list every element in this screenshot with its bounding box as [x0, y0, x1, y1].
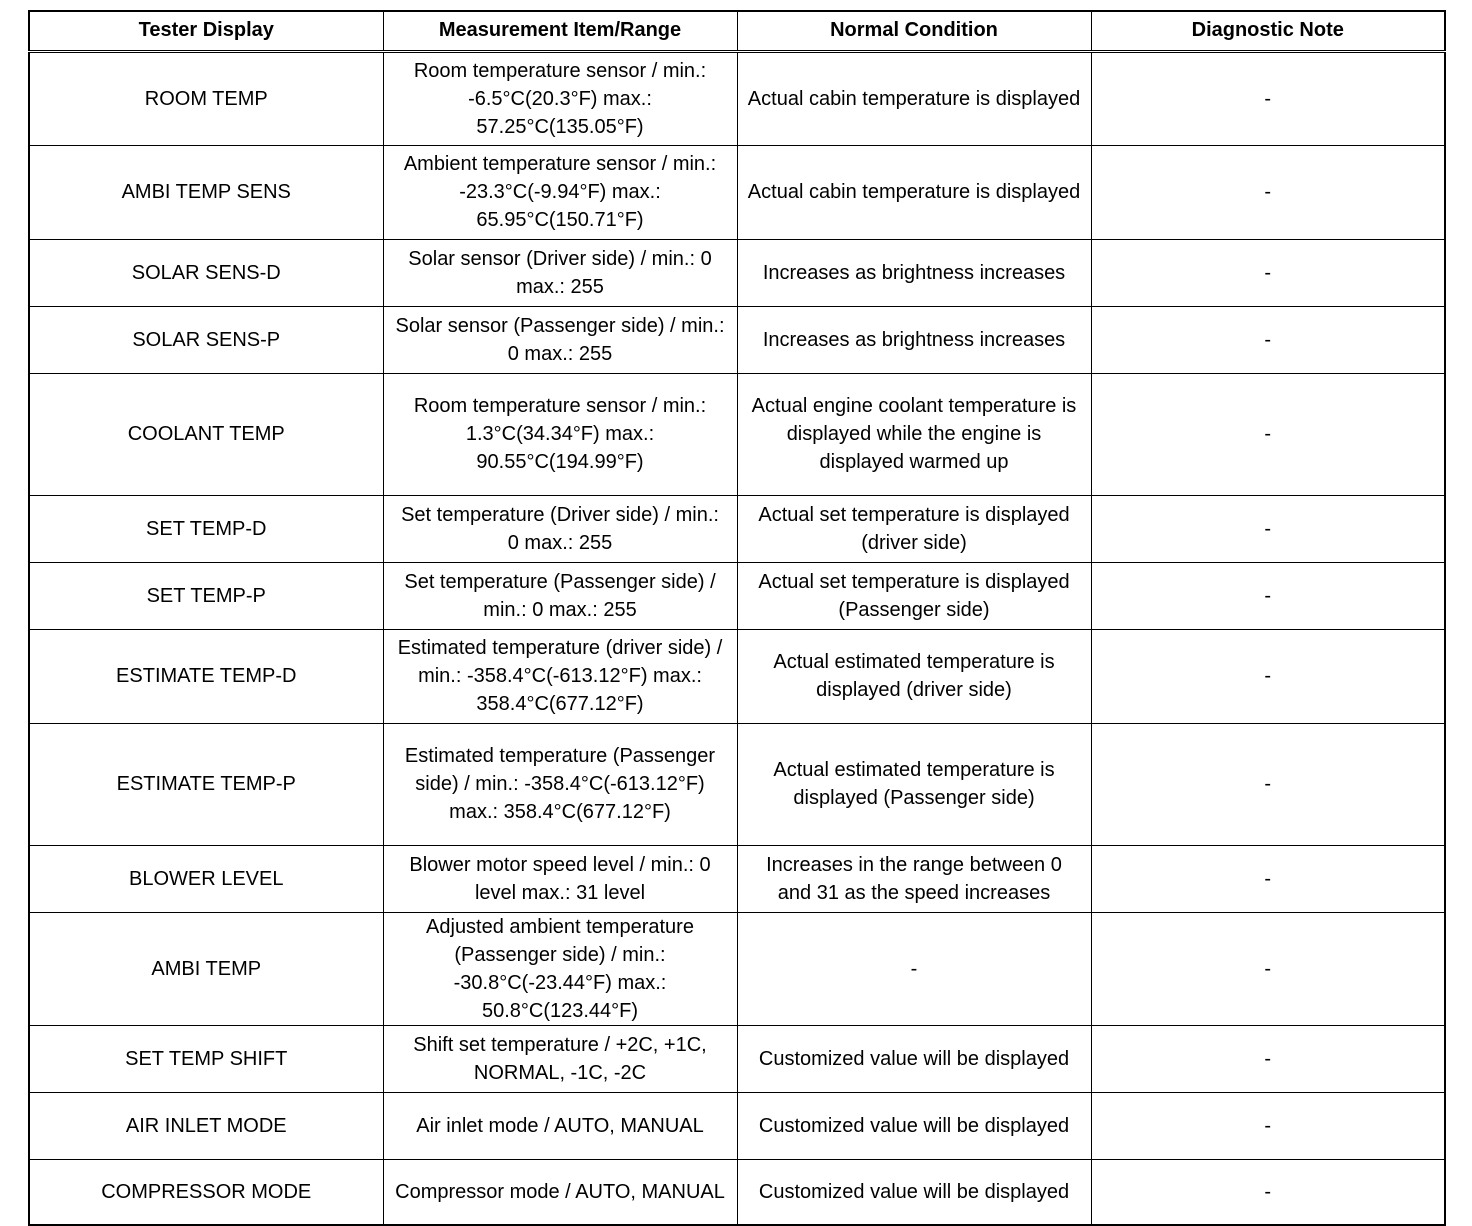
header-row	[29, 11, 1445, 51]
cell-tester-display: SET TEMP SHIFT	[29, 1025, 383, 1092]
cell-tester-display: COOLANT TEMP	[29, 373, 383, 495]
cell-normal-condition: Increases as brightness increases	[737, 239, 1091, 306]
diagnostic-table	[28, 10, 1446, 1226]
table-row	[29, 373, 1445, 495]
cell-normal-condition: Customized value will be displayed	[737, 1159, 1091, 1225]
cell-diagnostic-note: -	[1091, 629, 1445, 723]
table-row	[29, 1092, 1445, 1159]
cell-normal-condition: Increases in the range between 0 and 31 as the speed increases	[737, 845, 1091, 912]
cell-tester-display: SOLAR SENS-D	[29, 239, 383, 306]
cell-tester-display: AMBI TEMP	[29, 912, 383, 1025]
cell-diagnostic-note: -	[1091, 239, 1445, 306]
cell-diagnostic-note: -	[1091, 562, 1445, 629]
cell-tester-display: ESTIMATE TEMP-D	[29, 629, 383, 723]
cell-normal-condition: Increases as brightness increases	[737, 306, 1091, 373]
cell-diagnostic-note: -	[1091, 373, 1445, 495]
cell-diagnostic-note: -	[1091, 912, 1445, 1025]
cell-tester-display: ESTIMATE TEMP-P	[29, 723, 383, 845]
cell-normal-condition: Customized value will be displayed	[737, 1025, 1091, 1092]
cell-normal-condition: Actual estimated temperature is displayed (driver side)	[737, 629, 1091, 723]
cell-normal-condition: Customized value will be displayed	[737, 1092, 1091, 1159]
cell-diagnostic-note: -	[1091, 723, 1445, 845]
cell-normal-condition: Actual set temperature is displayed (driver side)	[737, 495, 1091, 562]
cell-diagnostic-note: -	[1091, 306, 1445, 373]
table-row	[29, 1025, 1445, 1092]
table-row	[29, 845, 1445, 912]
cell-diagnostic-note: -	[1091, 145, 1445, 239]
cell-normal-condition: Actual cabin temperature is displayed	[737, 145, 1091, 239]
table-row	[29, 912, 1445, 1025]
cell-tester-display: BLOWER LEVEL	[29, 845, 383, 912]
table-row	[29, 495, 1445, 562]
table-row	[29, 723, 1445, 845]
table-row	[29, 145, 1445, 239]
cell-measurement: Compressor mode / AUTO, MANUAL	[383, 1159, 737, 1225]
cell-diagnostic-note: -	[1091, 1025, 1445, 1092]
table-row	[29, 239, 1445, 306]
cell-measurement: Set temperature (Driver side) / min.: 0 max.: 255	[383, 495, 737, 562]
cell-measurement: Ambient temperature sensor / min.: -23.3°C(-9.94°F) max.: 65.95°C(150.71°F)	[383, 145, 737, 239]
cell-measurement: Adjusted ambient temperature (Passenger side) / min.: -30.8°C(-23.44°F) max.: 50.8°C(123.44°F)	[383, 912, 737, 1025]
table-row	[29, 51, 1445, 145]
cell-normal-condition: Actual engine coolant temperature is displayed while the engine is displayed warmed up	[737, 373, 1091, 495]
cell-measurement: Blower motor speed level / min.: 0 level max.: 31 level	[383, 845, 737, 912]
table-row	[29, 1159, 1445, 1225]
cell-measurement: Air inlet mode / AUTO, MANUAL	[383, 1092, 737, 1159]
cell-diagnostic-note: -	[1091, 845, 1445, 912]
cell-diagnostic-note: -	[1091, 495, 1445, 562]
cell-normal-condition: Actual set temperature is displayed (Passenger side)	[737, 562, 1091, 629]
table-row	[29, 629, 1445, 723]
cell-measurement: Room temperature sensor / min.: 1.3°C(34.34°F) max.: 90.55°C(194.99°F)	[383, 373, 737, 495]
cell-tester-display: COMPRESSOR MODE	[29, 1159, 383, 1225]
cell-tester-display: AMBI TEMP SENS	[29, 145, 383, 239]
cell-diagnostic-note: -	[1091, 1159, 1445, 1225]
cell-tester-display: SET TEMP-P	[29, 562, 383, 629]
cell-tester-display: SET TEMP-D	[29, 495, 383, 562]
table-row	[29, 562, 1445, 629]
cell-tester-display: SOLAR SENS-P	[29, 306, 383, 373]
table-row	[29, 306, 1445, 373]
header-tester-display: Tester Display	[29, 11, 383, 51]
cell-normal-condition: Actual estimated temperature is displayed (Passenger side)	[737, 723, 1091, 845]
cell-tester-display: AIR INLET MODE	[29, 1092, 383, 1159]
header-measurement: Measurement Item/Range	[383, 11, 737, 51]
cell-measurement: Solar sensor (Passenger side) / min.: 0 max.: 255	[383, 306, 737, 373]
cell-measurement: Set temperature (Passenger side) / min.: 0 max.: 255	[383, 562, 737, 629]
cell-diagnostic-note: -	[1091, 1092, 1445, 1159]
cell-tester-display: ROOM TEMP	[29, 51, 383, 145]
cell-diagnostic-note: -	[1091, 51, 1445, 145]
cell-measurement: Solar sensor (Driver side) / min.: 0 max.: 255	[383, 239, 737, 306]
cell-measurement: Shift set temperature / +2C, +1C, NORMAL, -1C, -2C	[383, 1025, 737, 1092]
header-diagnostic-note: Diagnostic Note	[1091, 11, 1445, 51]
cell-normal-condition: Actual cabin temperature is displayed	[737, 51, 1091, 145]
cell-measurement: Room temperature sensor / min.: -6.5°C(20.3°F) max.: 57.25°C(135.05°F)	[383, 51, 737, 145]
header-normal-condition: Normal Condition	[737, 11, 1091, 51]
cell-normal-condition: -	[737, 912, 1091, 1025]
cell-measurement: Estimated temperature (Passenger side) / min.: -358.4°C(-613.12°F) max.: 358.4°C(677.12°F)	[383, 723, 737, 845]
cell-measurement: Estimated temperature (driver side) / min.: -358.4°C(-613.12°F) max.: 358.4°C(677.12°F)	[383, 629, 737, 723]
